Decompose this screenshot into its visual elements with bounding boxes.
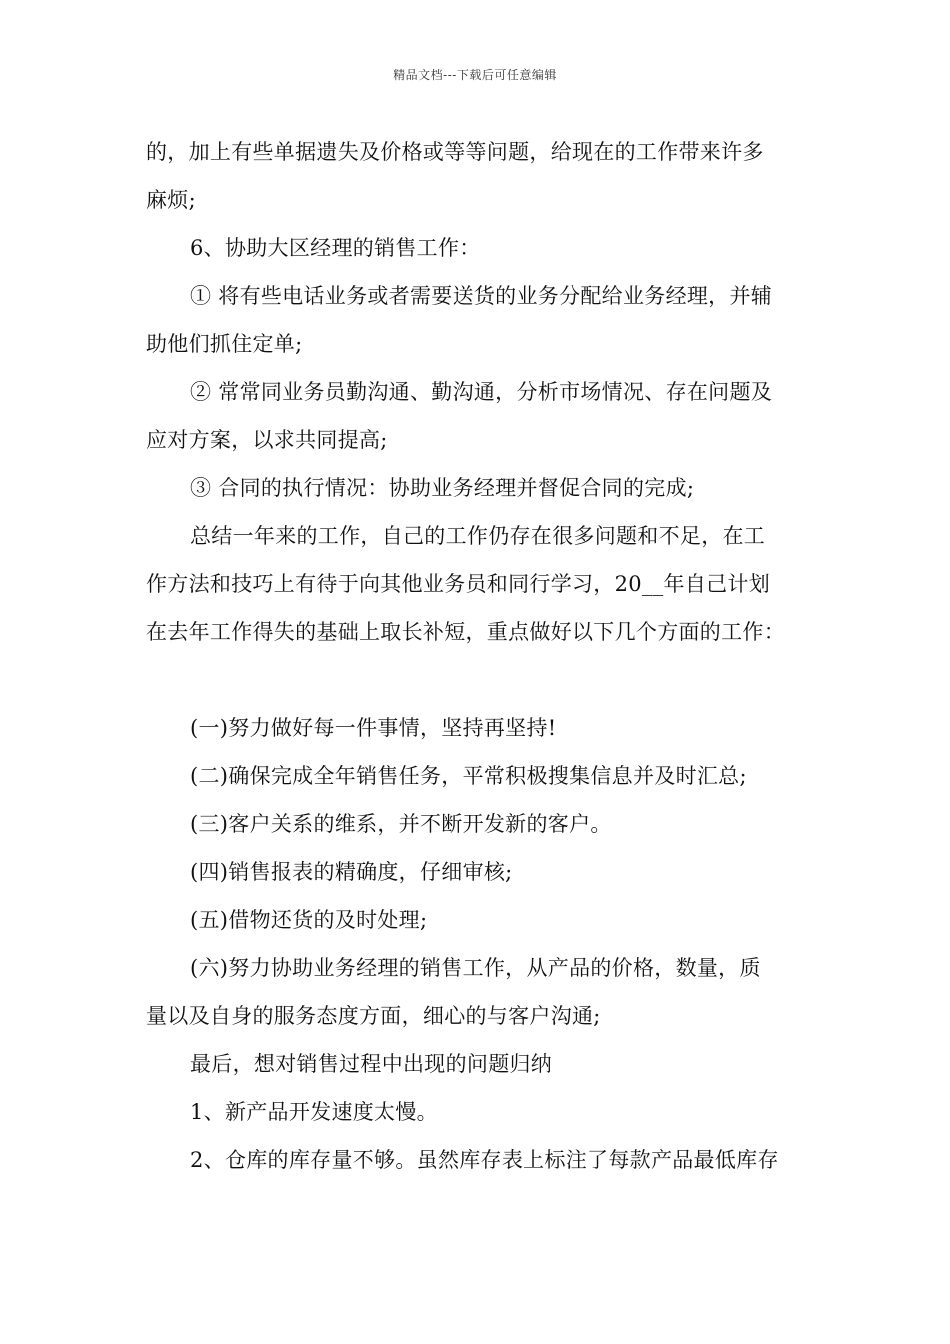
- text-line: 最后，想对销售过程中出现的问题归纳: [190, 1052, 553, 1076]
- text-line: 2、仓库的库存量不够。虽然库存表上标注了每款产品最低库存: [190, 1148, 779, 1172]
- page-header: 精品文档---下载后可任意编辑: [393, 68, 557, 82]
- text-line: (二)确保完成全年销售任务，平常积极搜集信息并及时汇总;: [190, 764, 747, 788]
- text-line: (一)努力做好每一件事情，坚持再坚持!: [190, 716, 557, 740]
- paragraph-gap: [146, 656, 836, 704]
- text-line: ② 常常同业务员勤沟通、勤沟通，分析市场情况、存在问题及: [190, 380, 773, 404]
- text-line: (四)销售报表的精确度，仔细审核;: [190, 860, 513, 884]
- text-line: (六)努力协助业务经理的销售工作，从产品的价格，数量，质: [190, 956, 761, 980]
- text-line: 助他们抓住定单;: [146, 332, 303, 356]
- document-body: [146, 128, 836, 1184]
- text-line: 6、协助大区经理的销售工作：: [190, 236, 481, 260]
- text-line: (五)借物还货的及时处理;: [190, 908, 428, 932]
- text-line: 作方法和技巧上有待于向其他业务员和同行学习，20__年自己计划: [146, 572, 771, 596]
- text-line: 量以及自身的服务态度方面，细心的与客户沟通;: [146, 1004, 601, 1028]
- text-line: 应对方案，以求共同提高;: [146, 428, 388, 452]
- text-line: 在去年工作得失的基础上取长补短，重点做好以下几个方面的工作：: [146, 620, 785, 644]
- text-line: 麻烦;: [146, 188, 196, 212]
- text-line: (三)客户关系的维系，并不断开发新的客户。: [190, 812, 612, 836]
- text-line: 总结一年来的工作，自己的工作仍存在很多问题和不足，在工: [190, 524, 766, 548]
- text-line: 1、新产品开发速度太慢。: [190, 1100, 438, 1124]
- text-line: ① 将有些电话业务或者需要送货的业务分配给业务经理，并辅: [190, 284, 773, 308]
- text-line: 的，加上有些单据遗失及价格或等等问题，给现在的工作带来许多: [146, 140, 764, 164]
- text-line: ③ 合同的执行情况：协助业务经理并督促合同的完成;: [190, 476, 695, 500]
